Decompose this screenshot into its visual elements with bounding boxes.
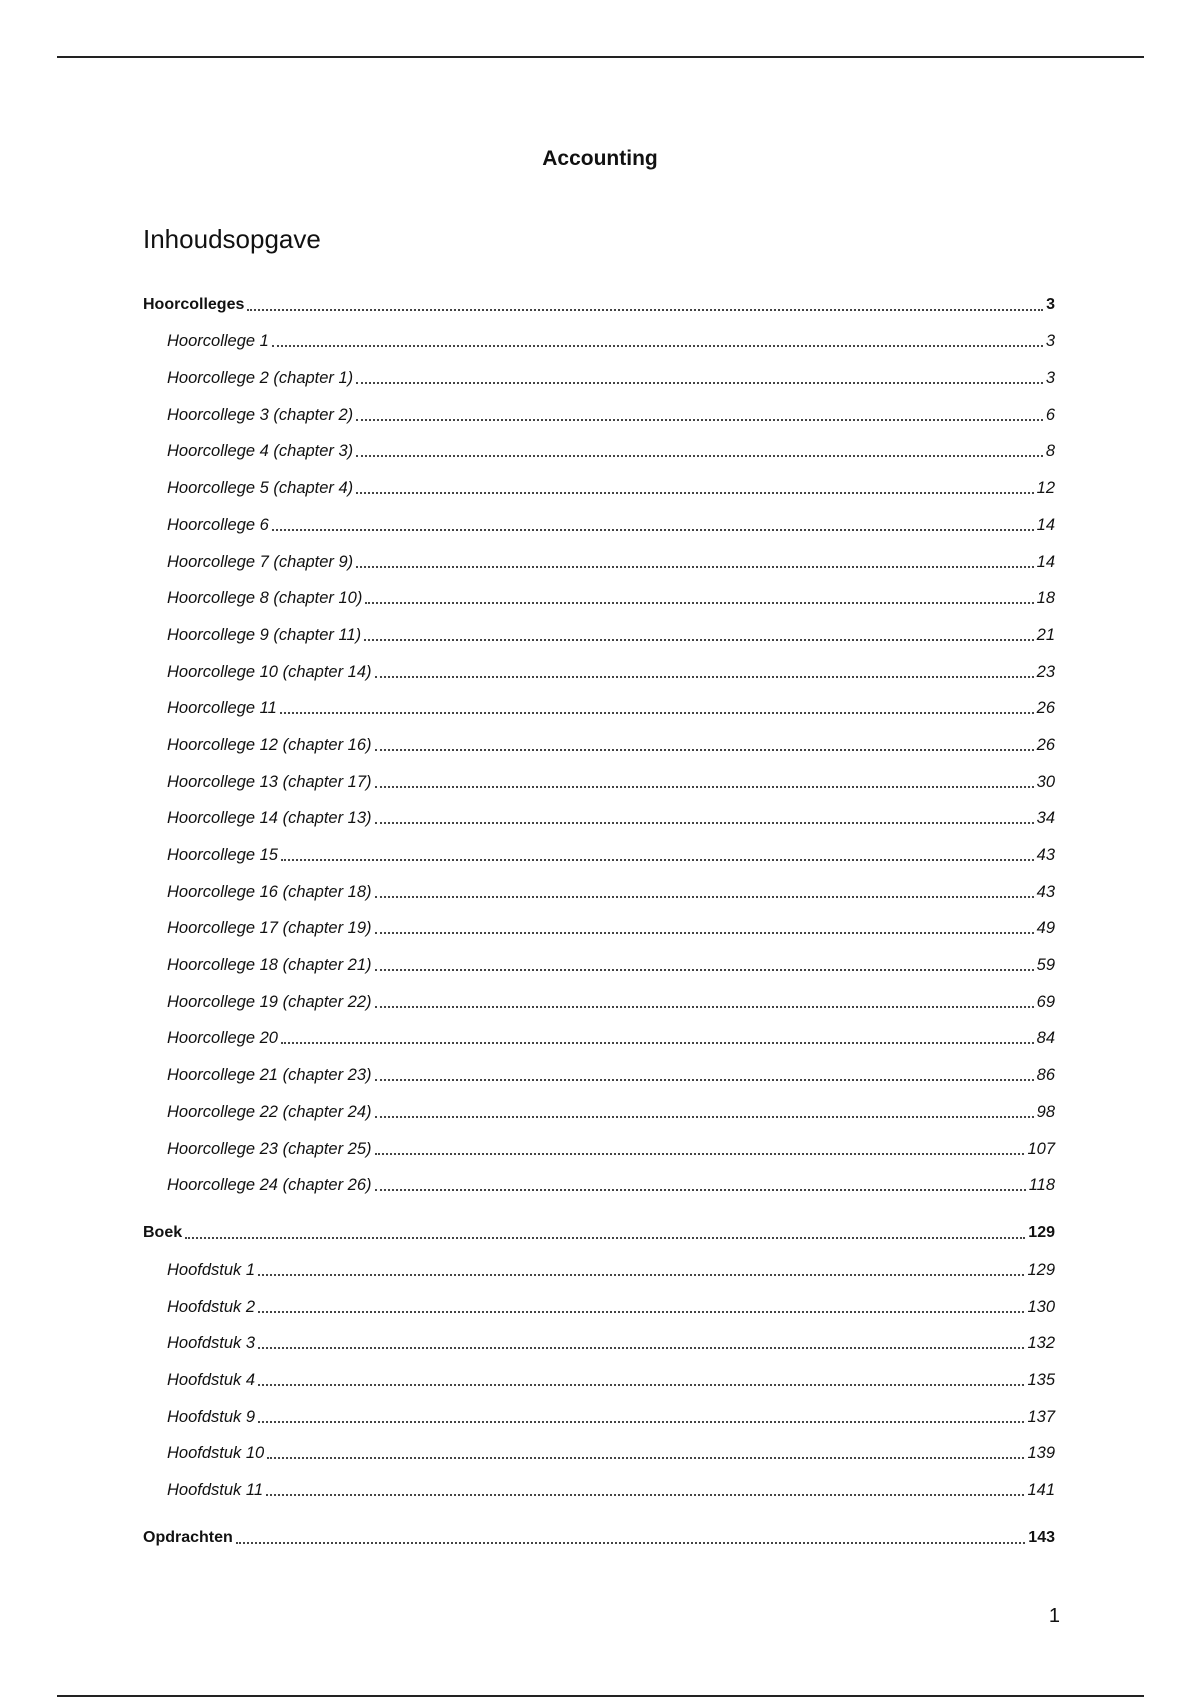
toc-entry-page: 98 (1036, 1102, 1055, 1121)
toc-dot-leader (356, 455, 1043, 457)
toc-entry-page: 3 (1045, 332, 1055, 351)
toc-dot-leader (375, 676, 1034, 678)
toc-dot-leader (375, 1153, 1025, 1155)
toc-entry-label: Hoorcollege 13 (chapter 17) (167, 772, 372, 791)
toc-entry-page: 34 (1036, 809, 1055, 828)
toc-entry-label: Hoofdstuk 11 (167, 1481, 264, 1499)
toc-entry-page: 84 (1036, 1029, 1055, 1048)
footer-rule (57, 1695, 1144, 1697)
toc-dot-leader (375, 896, 1034, 898)
toc-section-entry[interactable] (143, 283, 1055, 320)
toc-subsection-entry[interactable] (143, 907, 1055, 944)
toc-subsection-entry[interactable] (143, 723, 1055, 760)
toc-dot-leader (185, 1237, 1025, 1239)
toc-dot-leader (281, 859, 1034, 861)
toc-dot-leader (258, 1347, 1024, 1349)
toc-entry-page: 14 (1036, 515, 1055, 534)
toc-entry-page: 129 (1027, 1260, 1055, 1279)
toc-subsection-entry[interactable] (143, 980, 1055, 1017)
page-number: 1 (1048, 1605, 1060, 1627)
toc-entry-page: 139 (1027, 1444, 1055, 1463)
toc-dot-leader (375, 749, 1034, 751)
toc-entry-page: 43 (1036, 882, 1055, 901)
toc-entry-page: 23 (1036, 662, 1055, 681)
toc-entry-label: Hoofdstuk 1 (167, 1260, 256, 1279)
toc-entry-page: 69 (1036, 992, 1055, 1011)
toc-subsection-entry[interactable] (143, 430, 1055, 467)
toc-entry-page: 135 (1027, 1370, 1055, 1389)
toc-entry-label: Hoorcollege 23 (chapter 25) (167, 1139, 372, 1158)
toc-subsection-entry[interactable] (143, 943, 1055, 980)
toc-entry-label: Hoorcollege 9 (chapter 11) (167, 625, 362, 644)
toc-entry-page: 107 (1027, 1139, 1055, 1158)
toc-entry-page: 26 (1036, 699, 1055, 718)
toc-subsection-entry[interactable] (143, 503, 1055, 540)
table-of-contents (143, 283, 1055, 1553)
toc-entry-page: 141 (1027, 1481, 1055, 1499)
toc-dot-leader (236, 1542, 1026, 1544)
toc-dot-leader (272, 529, 1034, 531)
toc-entry-page: 137 (1027, 1407, 1055, 1426)
toc-subsection-entry[interactable] (143, 1127, 1055, 1164)
toc-entry-label: Hoorcollege 15 (167, 846, 278, 864)
toc-dot-leader (247, 309, 1043, 311)
toc-entry-page: 30 (1036, 772, 1055, 791)
toc-entry-label: Hoorcollege 8 (chapter 10) (167, 589, 363, 608)
toc-entry-label: Hoorcollege 14 (chapter 13) (167, 809, 372, 828)
toc-entry-label: Hoofdstuk 9 (167, 1407, 256, 1426)
toc-subsection-entry[interactable] (143, 1090, 1055, 1127)
toc-dot-leader (258, 1421, 1024, 1423)
toc-entry-label: Hoorcollege 21 (chapter 23) (167, 1066, 372, 1085)
toc-subsection-entry[interactable] (143, 320, 1055, 357)
toc-dot-leader (375, 822, 1034, 824)
toc-subsection-entry[interactable] (143, 650, 1055, 687)
toc-subsection-entry[interactable] (143, 1053, 1055, 1090)
toc-dot-leader (272, 345, 1043, 347)
toc-dot-leader (375, 1006, 1034, 1008)
toc-dot-leader (364, 639, 1034, 641)
toc-entry-label: Hoorcollege 2 (chapter 1) (167, 369, 354, 388)
toc-entry-page: 129 (1028, 1224, 1055, 1242)
toc-entry-label: Hoofdstuk 4 (167, 1370, 256, 1389)
toc-entry-label: Hoorcollege 4 (chapter 3) (167, 442, 354, 461)
toc-heading: Inhoudsopgave (143, 224, 321, 254)
toc-entry-label: Hoorcollege 19 (chapter 22) (167, 992, 372, 1011)
toc-entry-label: Hoorcollege 22 (chapter 24) (167, 1102, 372, 1121)
toc-entry-page: 26 (1036, 735, 1055, 754)
toc-dot-leader (281, 1042, 1034, 1044)
toc-subsection-entry[interactable] (143, 1322, 1055, 1359)
toc-subsection-entry[interactable] (143, 613, 1055, 650)
toc-entry-label: Hoorcollege 20 (167, 1029, 278, 1048)
toc-entry-label: Hoofdstuk 10 (167, 1444, 265, 1463)
toc-entry-page: 59 (1036, 956, 1055, 975)
toc-dot-leader (356, 566, 1033, 568)
toc-dot-leader (375, 1116, 1034, 1118)
document-title: Accounting (542, 147, 658, 170)
toc-entry-label: Hoorcollege 24 (chapter 26) (167, 1176, 372, 1195)
toc-dot-leader (356, 382, 1043, 384)
toc-entry-page: 86 (1036, 1066, 1055, 1085)
toc-dot-leader (267, 1457, 1024, 1459)
toc-entry-page: 132 (1027, 1334, 1055, 1353)
toc-section-entry[interactable] (143, 1200, 1055, 1248)
toc-dot-leader (356, 492, 1033, 494)
toc-entry-label: Hoorcollege 6 (167, 515, 269, 534)
toc-entry-page: 3 (1046, 295, 1055, 313)
toc-entry-page: 130 (1027, 1297, 1055, 1316)
toc-section-entry[interactable] (143, 1505, 1055, 1553)
toc-entry-label: Hoorcollege 7 (chapter 9) (167, 552, 354, 571)
toc-subsection-entry[interactable] (143, 1285, 1055, 1322)
toc-entry-page: 3 (1045, 369, 1055, 388)
toc-entry-label: Opdrachten (143, 1529, 233, 1546)
toc-entry-label: Hoofdstuk 3 (167, 1334, 256, 1353)
toc-subsection-entry[interactable] (143, 466, 1055, 503)
toc-entry-page: 49 (1036, 919, 1055, 938)
toc-entry-label: Hoorcollege 3 (chapter 2) (167, 405, 354, 424)
toc-subsection-entry[interactable] (143, 577, 1055, 614)
toc-dot-leader (280, 712, 1034, 714)
toc-dot-leader (375, 969, 1034, 971)
toc-dot-leader (266, 1494, 1024, 1496)
toc-dot-leader (375, 932, 1034, 934)
toc-entry-page: 8 (1045, 442, 1055, 461)
toc-dot-leader (258, 1274, 1024, 1276)
toc-subsection-entry[interactable] (143, 356, 1055, 393)
toc-entry-label: Boek (143, 1224, 183, 1242)
toc-entry-page: 118 (1028, 1176, 1055, 1195)
toc-subsection-entry[interactable] (143, 393, 1055, 430)
toc-entry-label: Hoofdstuk 2 (167, 1297, 256, 1316)
toc-entry-page: 143 (1028, 1529, 1055, 1546)
header-rule (57, 56, 1144, 58)
toc-entry-label: Hoorcollege 16 (chapter 18) (167, 882, 372, 901)
toc-subsection-entry[interactable] (143, 1164, 1055, 1201)
toc-entry-label: Hoorcollege 5 (chapter 4) (167, 479, 354, 498)
toc-subsection-entry[interactable] (143, 540, 1055, 577)
toc-entry-label: Hoorcollege 17 (chapter 19) (167, 919, 372, 938)
toc-entry-label: Hoorcollege 12 (chapter 16) (167, 735, 372, 754)
toc-subsection-entry[interactable] (143, 687, 1055, 724)
toc-entry-page: 21 (1036, 625, 1055, 644)
toc-entry-label: Hoorcollege 18 (chapter 21) (167, 956, 372, 975)
toc-entry-label: Hoorcollege 1 (167, 332, 269, 351)
toc-subsection-entry[interactable] (143, 1468, 1055, 1505)
toc-dot-leader (375, 1079, 1034, 1081)
toc-entry-page: 14 (1036, 552, 1055, 571)
toc-entry-page: 12 (1036, 479, 1055, 498)
toc-dot-leader (258, 1384, 1024, 1386)
toc-dot-leader (365, 602, 1033, 604)
toc-subsection-entry[interactable] (143, 870, 1055, 907)
toc-dot-leader (258, 1311, 1024, 1313)
toc-entry-label: Hoorcolleges (143, 295, 245, 313)
toc-subsection-entry[interactable] (143, 833, 1055, 870)
toc-entry-label: Hoorcollege 10 (chapter 14) (167, 662, 372, 681)
toc-dot-leader (356, 419, 1043, 421)
toc-entry-page: 43 (1036, 846, 1055, 864)
toc-subsection-entry[interactable] (143, 1395, 1055, 1432)
toc-entry-page: 6 (1045, 405, 1055, 424)
toc-entry-label: Hoorcollege 11 (167, 699, 277, 718)
toc-dot-leader (375, 786, 1034, 788)
toc-subsection-entry[interactable] (143, 760, 1055, 797)
toc-subsection-entry[interactable] (143, 1432, 1055, 1469)
toc-subsection-entry[interactable] (143, 797, 1055, 834)
toc-subsection-entry[interactable] (143, 1358, 1055, 1395)
toc-subsection-entry[interactable] (143, 1017, 1055, 1054)
toc-subsection-entry[interactable] (143, 1248, 1055, 1285)
toc-dot-leader (375, 1189, 1026, 1191)
toc-entry-page: 18 (1036, 589, 1055, 608)
